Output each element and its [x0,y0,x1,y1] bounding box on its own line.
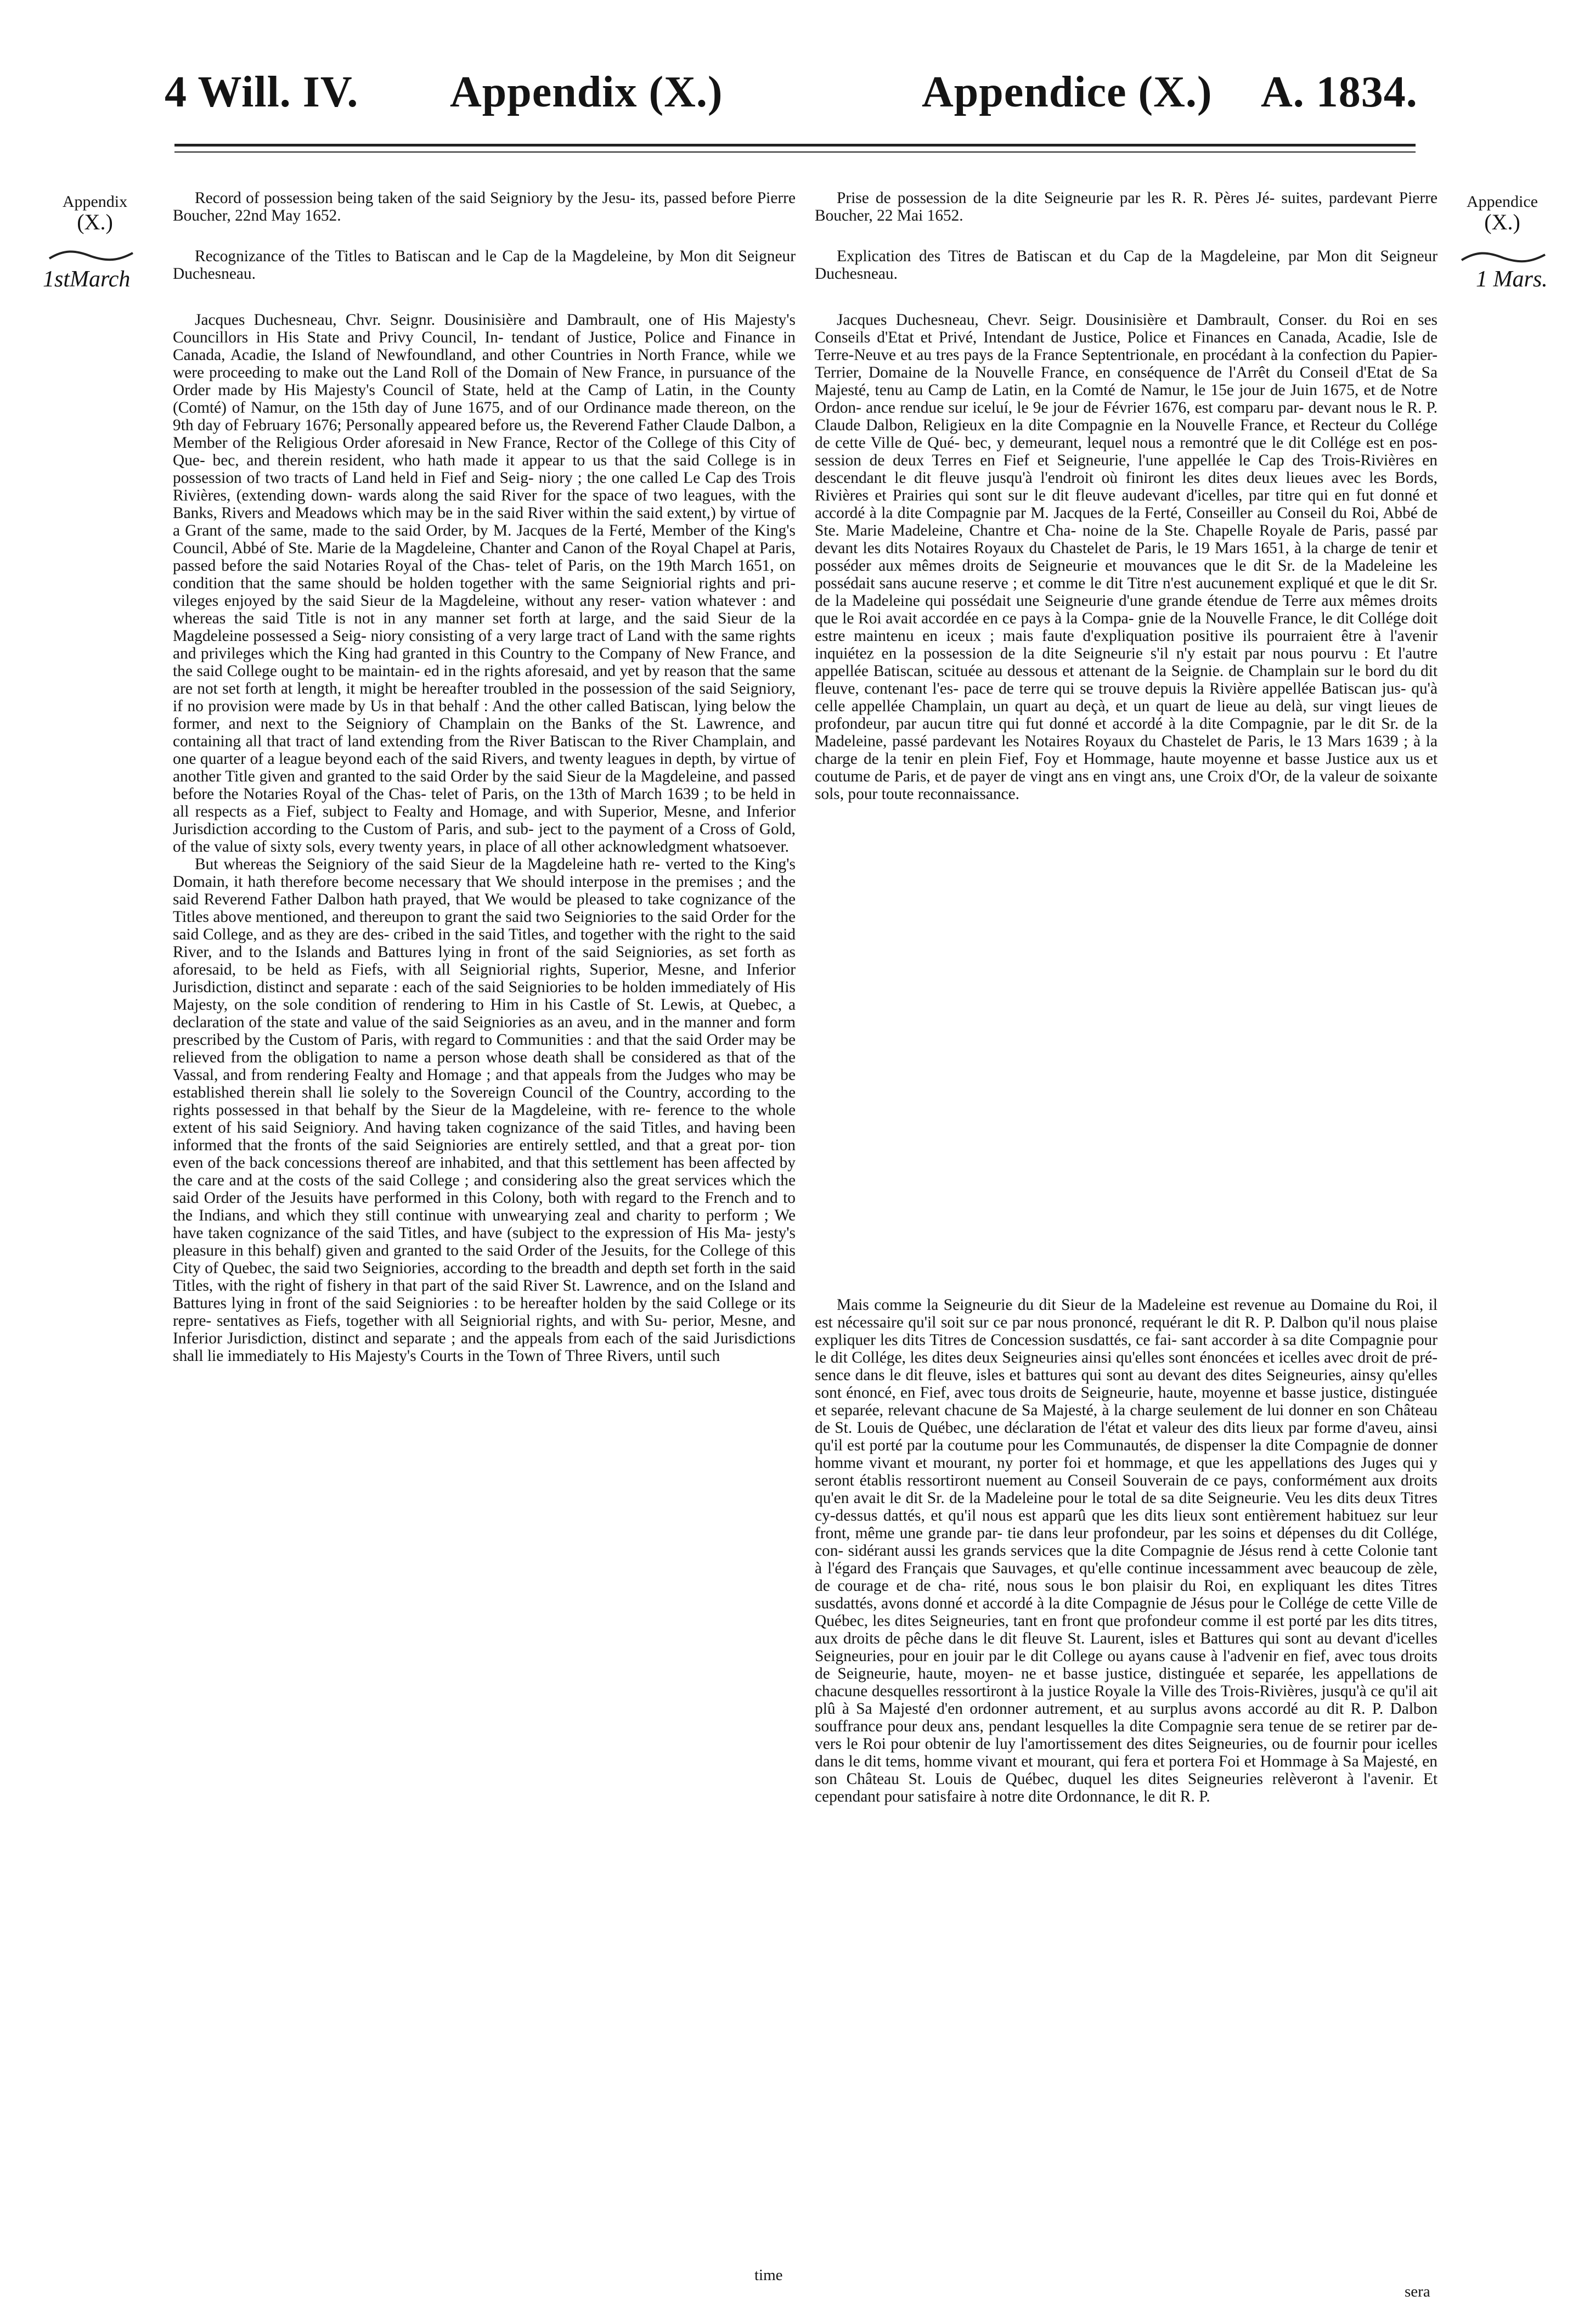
right-margin-ref: (X.) [1484,209,1520,234]
french-column-top [815,189,1438,803]
english-heading-possession-text: Record of possession being taken of the said Seigniory by the Jesu- its, passed before Pierre Boucher, 22nd May 1652. [173,189,796,224]
right-margin-label: Appendice [1467,193,1538,211]
english-paragraph-1: Jacques Duchesneau, Chvr. Seignr. Dousinisière and Dambrault, one of His Majesty's Councillors in His State and Privy Council, In- tendant of Justice, Police and Finance in Canada, Acadie, the Island of Newfoundland, and other Countries in North France, while we were proceeding to make out the Land Roll of the Domain of New France, in pursuance of the Order made by His Majesty's Council of State, held at the Camp of Latin, in the County (Comté) of Namur, on the 15th day of June 1675, and of our Ordinance made thereon, on the 9th day of February 1676; Personally appeared before us, the Reverend Father Claude Dalbon, a Member of the Religious Order aforesaid in New France, Rector of the College of this City of Que- bec, and therein resident, who hath made it appear to us that the said College is in possession of two tracts of Land held in Fief and Seig- niory ; the one called Le Cap des Trois Rivières, (extending down- wards along the said River for the space of two leagues, with the Banks, Rivers and Meadows which may be in the said River within the said extent,) by virtue of a Grant of the same, made to the said Order, by M. Jacques de la Ferté, Member of the King's Council, Abbé of Ste. Marie de la Magdeleine, Chanter and Canon of the Royal Chapel at Paris, passed before the said Notaries Royal of the Chas- telet of Paris, on the 19th March 1651, on condition that the same should be holden together with the same Seigniorial rights and pri- vileges enjoyed by the said Sieur de la Magdeleine, without any reser- vation whatever : and whereas the said Title is not in any manner set forth at large, and the said Sieur de la Magdeleine possessed a Seig- niory consisting of a very large tract of Land with the same rights and privileges which the King had granted in this Country to the Company of New France, and the said College ought to be maintain- ed in the rights aforesaid, and yet by reason that the same are not set forth at length, it might be hereafter troubled in the possession of the said Seigniory, if no provision were made by Us in that behalf : And the other called Batiscan, lying below the former, and next to the Seigniory of Champlain on the Banks of the St. Lawrence, and containing all that tract of land extending from the River Batiscan to the River Champlain, and one quarter of a league beyond each of the said Rivers, and twenty leagues in depth, by virtue of another Title given and granted to the said Order by the said Sieur de la Magdeleine, and passed before the Notaries Royal of the Chas- telet of Paris, on the 13th of March 1639 ; to be held in all respects as a Fief, subject to Fealty and Homage, and with Superior, Mesne, and Inferior Jurisdiction according to the Custom of Paris, and sub- ject to the payment of a Cross of Gold, of the value of sixty sols, every twenty years, in place of all other acknowledgment whatsoever. [173,311,796,856]
french-heading-explication [815,247,1438,283]
left-margin-label: Appendix [62,193,128,211]
french-heading-explication-text: Explication des Titres de Batiscan et du Cap de la Magdeleine, par Mon dit Seigneur Duchesneau. [815,247,1438,283]
header-rule-thin [174,151,1416,153]
left-margin-date: 1stMarch [43,267,131,292]
header-appendix-en: Appendix (X.) [450,68,723,116]
french-runover-word: sera [1405,2283,1430,2300]
french-heading-possession-text: Prise de possession de la dite Seigneurie par les R. R. Pères Jé- suites, pardevant Pierre Boucher, 22 Mai 1652. [815,189,1438,224]
left-margin-note [54,193,136,234]
english-column [173,189,796,1365]
right-margin-note [1453,193,1552,234]
french-paragraph-2: Mais comme la Seigneurie du dit Sieur de la Madeleine est revenue au Domaine du Roi, il est nécessaire qu'il soit sur ce par nous prononcé, requérant le dit R. P. Dalbon qu'il nous plaise expliquer les dits Titres de Concession susdattés, ce fai- sant accorder à sa dite Compagnie pour le dit Collége, les dites deux Seigneuries ainsi qu'elles sont énoncées et icelles avec droit de pré- sence dans le dit fleuve, isles et battures qui sont au devant des dites Seigneuries, ainsy qu'elles sont énoncé, en Fief, avec tous droits de Seigneurie, haute, moyenne et basse justice, distinguée et separée, relevant chacune de Sa Majesté, à la charge seulement de lui donner en son Château de St. Louis de Québec, une déclaration de l'état et valeur des dits lieux par forme d'aveu, ainsi qu'il est porté par la coutume pour les Communautés, de dispenser la dite Compagnie de donner homme vivant et mourant, ny porter foi et hommage, et que les appellations des Juges qui y seront établis ressortiront nuement au Conseil Souverain de ce pays, conformément aux droits qu'en avait le dit Sr. de la Madeleine pour le total de sa dite Seigneurie. Veu les dits deux Titres cy-dessus dattés, et qu'il nous est apparû que les dits lieux sont entièrement habituez sur leur front, même une grande par- tie dans leur profondeur, par les soins et dépenses du dit Collége, con- sidérant aussi les grands services que la dite Compagnie de Jésus rend à cette Colonie tant à l'égard des Français que Sauvages, et qu'elle continue incessamment avec beaucoup de zèle, de courage et de cha- rité, nous sous le bon plaisir du Roi, en expliquant les dites Titres susdattés, avons donné et accordé à la dite Compagnie de Jésus pour le Collége de cette Ville de Québec, les dites Seigneuries, tant en front que profondeur comme il est porté par les dits titres, aux droits de pêche dans le dit fleuve St. Laurent, isles et Battures qui sont au devant d'icelles Seigneuries, pour en jouir par le dit College ou ayans cause à l'advenir en fief, avec tous droits de Seigneurie, haute, moyen- ne et basse justice, distinguée et separée, les appellations de chacune desquelles ressortiront à la justice Royale la Ville des Trois-Rivières, jusqu'à ce qu'il ait plû à Sa Majesté d'en ordonner autrement, et au surplus avons accordé au dit R. P. Dalbon souffrance pour deux ans, pendant lesquelles la dite Compagnie sera tenue de se retirer par de- vers le Roi pour obtenir de luy l'amortissement des dites Seigneuries, ou de fournir pour icelles dans le dit tems, homme vivant et mourant, qui fera et portera Foi et Hommage à Sa Majesté, en son Château St. Louis de Québec, duquel les dites Seigneuries relèveront à l'avenir. Et cependant pour satisfaire à notre dite Ordonnance, le dit R. P. [815,1296,1438,1805]
header-rule-thick [174,144,1416,147]
english-runover-word: time [754,2266,783,2284]
french-column-bottom [815,1296,1438,1805]
header-regnal-year: 4 Will. IV. [165,68,359,116]
english-heading-possession [173,189,796,224]
header-year: A. 1834. [1261,68,1418,116]
left-margin-ref: (X.) [77,209,113,234]
right-margin-date: 1 Mars. [1476,267,1548,292]
french-heading-possession [815,189,1438,224]
header-appendix-fr: Appendice (X.) [922,68,1213,116]
left-margin-flourish [47,250,135,262]
right-margin-flourish [1459,251,1547,263]
english-heading-recognizance-text: Recognizance of the Titles to Batiscan and le Cap de la Magdeleine, by Mon dit Seigneur Duchesneau. [173,247,796,283]
french-paragraph-1: Jacques Duchesneau, Chevr. Seigr. Dousinisière et Dambrault, Conser. du Roi en ses Conseils d'Etat et Privé, Intendant de Justice, Police et Finances en Canada, Acadie, Isle de Terre-Neuve et au tres pays de la France Septentrionale, en procédant à la confection du Papier-Terrier, Domaine de la Nouvelle France, en conséquence de l'Arrêt du Conseil d'Etat de Sa Majesté, tenu au Camp de Latin, en la Comté de Namur, le 15e jour de Juin 1675, et de Notre Ordon- ance rendue sur iceluí, le 9e jour de Février 1676, est comparu par- devant nous le R. P. Claude Dalbon, Religieux en la dite Compagnie en la Nouvelle France, et Recteur du Collége de cette Ville de Qué- bec, y demeurant, lequel nous a remontré que le dit Collége est en pos- session de deux Terres en Fief et Seigneurie, l'une appellée le Cap des Trois-Rivières en descendant le dit fleuve jusqu'à l'endroit où finiront les dites deux lieues avec les Bords, Rivières et Prairies qui sont sur le dit fleuve audevant d'icelles, par titre qui en fut donné et accordé à la dite Compagnie par M. Jacques de la Ferté, Conseiller au Conseil du Roi, Abbé de Ste. Marie Madeleine, Chantre et Cha- noine de la Ste. Chapelle Royale de Paris, passé par devant les dits Notaires Royaux du Chastelet de Paris, le 19 Mars 1651, à la charge de tenir et posséder aux mêmes droits de Seigneurie et mouvances que le dit Sr. de la Madeleine les possédait sans aucune reserve ; et comme le dit Titre n'est aucunement expliqué et que le dit Sr. de la Madeleine qui possédait une Seigneurie d'une grande étendue de Terre aux mêmes droits que le Roi avait accordée en ce pays à la Compa- gnie de la Nouvelle France, le dit Collége doit estre maintenu en iceux ; mais faute d'expliquation positive ils pourraient être à l'avenir inquiétez en la possession de la dite Seigneurie s'il n'y estait par nous pourvu : Et l'autre appellée Batiscan, scituée au dessous et attenant de la Seignie. de Champlain sur le bord du dit fleuve, contenant l'es- pace de terre qui se trouve depuis la Rivière appellée Batiscan jus- qu'à celle appellée Champlain, un quart au deçà, et un quart de lieue au delà, sur vingt lieues de profondeur, par aucun titre qui fut donné et accordé à la dite Compagnie, par le dit Sr. de la Madeleine, passé pardevant les Notaires Royaux du Chastelet de Paris, le 13 Mars 1639 ; à la charge de la tenir en plein Fief, Foy et Hommage, haute moyenne et basse Justice aux us et coutume de Paris, et de payer de vingt ans en vingt ans, une Croix d'Or, de la valeur de soixante sols, pour toute reconnaissance. [815,311,1438,803]
english-heading-recognizance [173,247,796,283]
english-paragraph-2: But whereas the Seigniory of the said Sieur de la Magdeleine hath re- verted to the King's Domain, it hath therefore become necessary that We should interpose in the premises ; and the said Reverend Father Dalbon hath prayed, that We would be pleased to take cognizance of the Titles above mentioned, and thereupon to grant the said two Seigniories to the said Order for the said College, and as they are des- cribed in the said Titles, and together with the right to the said River, and to the Islands and Battures lying in front of the said Seigniories, as set forth as aforesaid, to be held as Fiefs, with all Seigniorial rights, Superior, Mesne, and Inferior Jurisdiction, distinct and separate : each of the said Seigniories to be holden immediately of His Majesty, on the sole condition of rendering to Him in his Castle of St. Lewis, at Quebec, a declaration of the state and value of the said Seigniories as an aveu, and in the manner and form prescribed by the Custom of Paris, with regard to Communities : and that the said Order may be relieved from the obligation to name a person whose death shall be considered as that of the Vassal, and from rendering Fealty and Homage ; and that appeals from the Judges who may be established therein shall lie solely to the Sovereign Council of the Country, according to the rights possessed in that behalf by the Sieur de la Magdeleine, with re- ference to the whole extent of his said Seigniory. And having taken cognizance of the said Titles, and having been informed that the fronts of the said Seigniories are entirely settled, and that a great por- tion even of the back concessions thereof are inhabited, and that this settlement has been affected by the care and at the costs of the said College ; and considering also the great services which the said Order of the Jesuits have performed in this Colony, both with regard to the French and to the Indians, and which they still continue with unwearying zeal and charity to perform ; We have taken cognizance of the said Titles, and have (subject to the expression of His Ma- jesty's pleasure in this behalf) given and granted to the said Order of the Jesuits, for the College of this City of Quebec, the said two Seigniories, according to the breadth and depth set forth in the said Titles, with the right of fishery in that part of the said River St. Lawrence, and on the Island and Battures lying in front of the said Seigniories : to be hereafter holden by the said College or its repre- sentatives as Fiefs, together with all Seigniorial rights, and with Su- perior, Mesne, and Inferior Jurisdiction, distinct and separate ; and the appeals from each of the said Jurisdictions shall lie immediately to His Majesty's Courts in the Town of Three Rivers, until such [173,856,796,1365]
